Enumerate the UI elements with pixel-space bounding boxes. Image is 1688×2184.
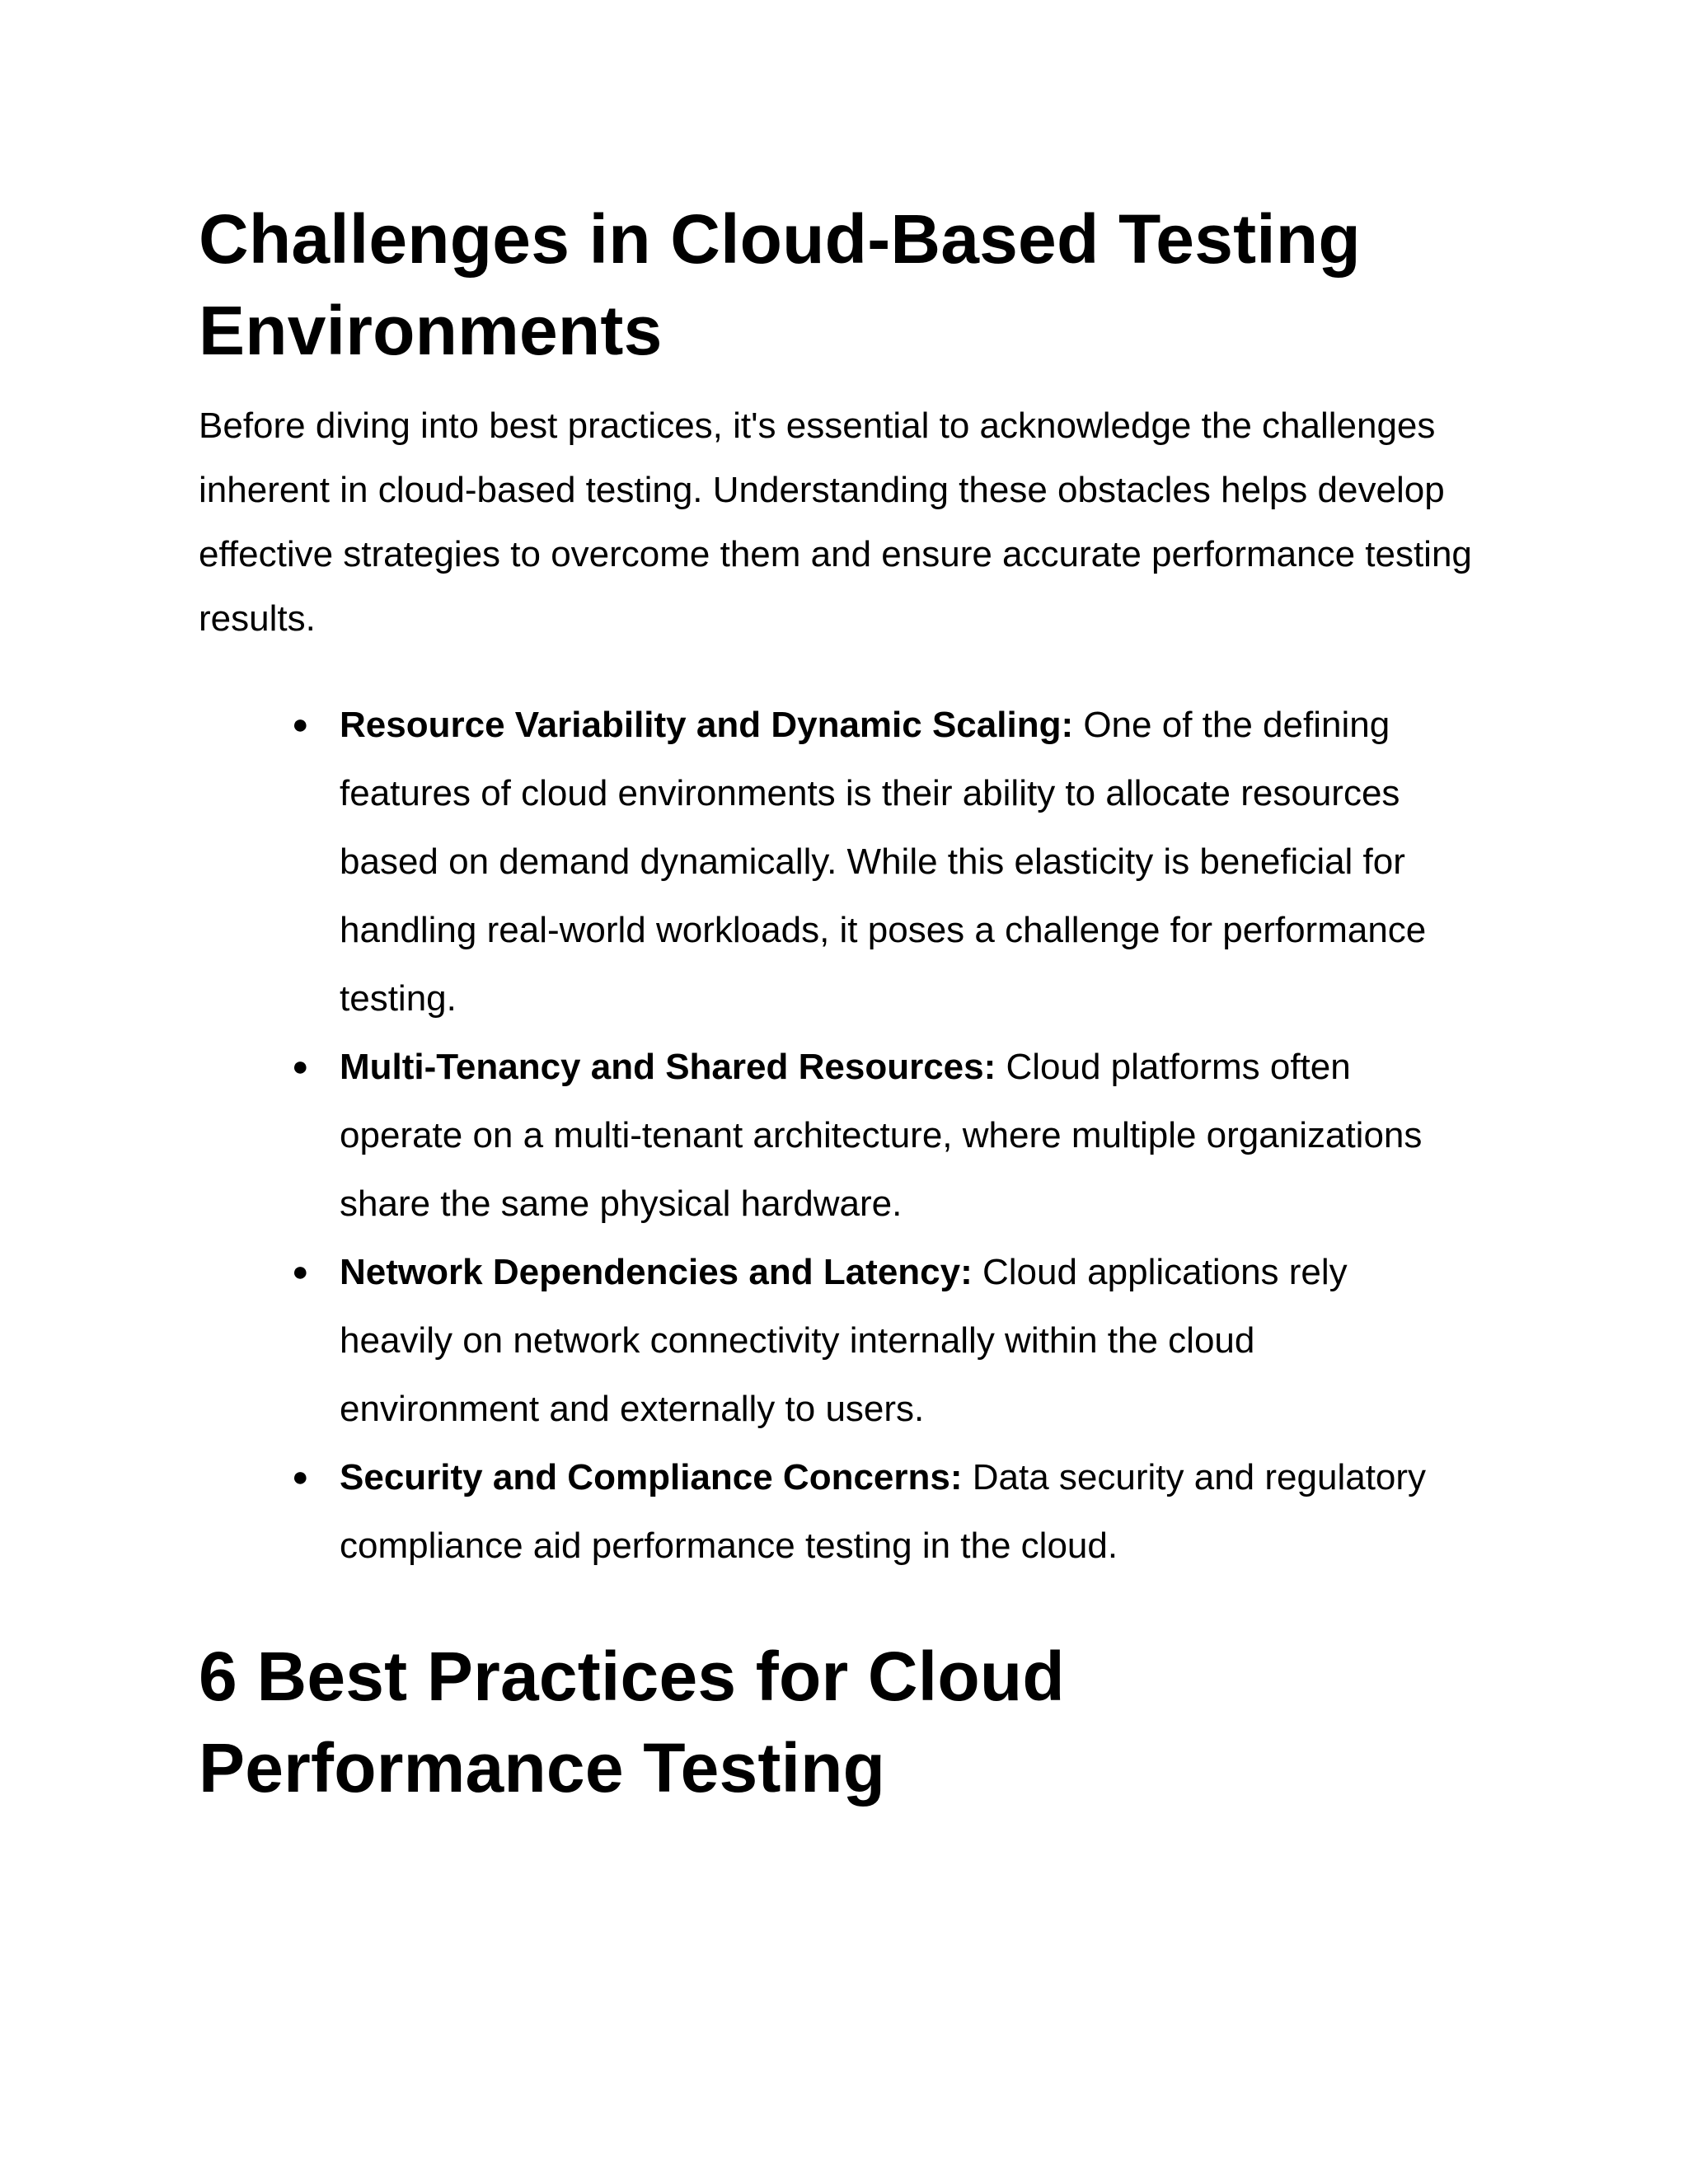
list-item — [199, 1033, 1501, 1238]
list-item-lead: Resource Variability and Dynamic Scaling: — [340, 705, 1074, 745]
section-heading-challenges: Challenges in Cloud-Based Testing Environments — [199, 200, 1361, 369]
bullet-dot-icon: ● — [292, 1256, 309, 1287]
section-heading-best-practices: 6 Best Practices for Cloud Performance Testing — [199, 1638, 1065, 1807]
intro-paragraph: Before diving into best practices, it's essential to acknowledge the challenges inherent in cloud-based testing. Understanding these obstacles helps develop effective strategies to overcome them and ensure accurate performance testing results. — [199, 405, 1472, 639]
list-item-text: One of the defining features of cloud environments is their ability to allocate resources based on demand dynamically. While this elasticity is beneficial for handling real-world workloads, it poses a challenge for performance testing. — [340, 705, 1427, 1019]
list-item — [199, 1238, 1501, 1443]
list-item — [199, 691, 1501, 1033]
list-item-text: Cloud applications rely heavily on network connectivity internally within the cloud environment and externally to users. — [340, 1252, 1348, 1429]
list-item-lead: Multi-Tenancy and Shared Resources: — [340, 1047, 996, 1087]
list-item — [199, 1443, 1501, 1580]
list-item-lead: Security and Compliance Concerns: — [340, 1457, 963, 1497]
list-item-text: Data security and regulatory compliance aid performance testing in the cloud. — [340, 1457, 1427, 1566]
bullet-dot-icon: ● — [292, 1051, 309, 1082]
bullet-dot-icon: ● — [292, 1461, 309, 1493]
list-item-text: Cloud platforms often operate on a multi-tenant architecture, where multiple organizations share the same physical hardware. — [340, 1047, 1423, 1224]
bullet-dot-icon: ● — [292, 709, 309, 740]
list-item-lead: Network Dependencies and Latency: — [340, 1252, 973, 1292]
challenges-list — [199, 691, 1501, 1580]
document-content — [199, 194, 1501, 1814]
